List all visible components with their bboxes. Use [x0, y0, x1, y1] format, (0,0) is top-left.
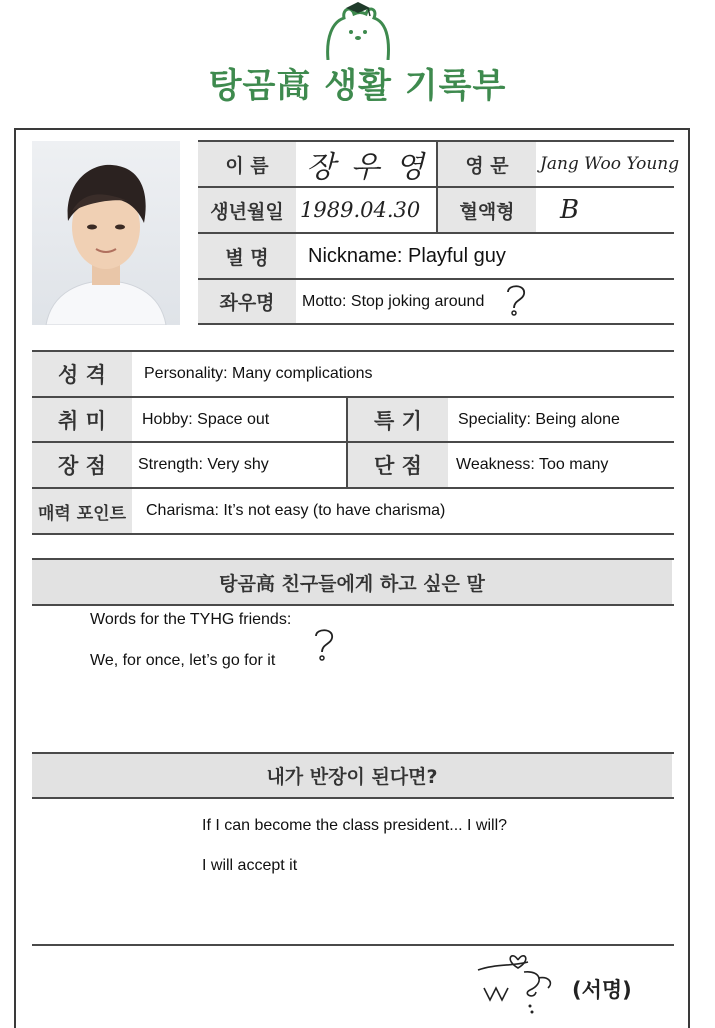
charisma-value: Charisma: It’s not easy (to have charisma): [146, 502, 446, 519]
weakness-value: Weakness: Too many: [456, 456, 609, 473]
weakness-label: 단 점: [348, 443, 448, 487]
table-divider: [198, 323, 674, 325]
table-divider: [32, 533, 674, 535]
friends-section-title: 탕곰高 친구들에게 하고 싶은 말: [32, 560, 672, 604]
table-divider: [32, 604, 674, 606]
profile-photo: [32, 141, 180, 325]
question-mark-doodle-2: [312, 626, 338, 662]
table-divider: [32, 944, 674, 946]
english-name-value: Jang Woo Young: [540, 154, 680, 174]
strength-label: 장 점: [32, 443, 132, 487]
speciality-label: 특 기: [348, 398, 448, 441]
nickname-label: 별 명: [198, 234, 296, 278]
portrait-image: [32, 141, 180, 325]
president-section-title: 내가 반장이 된다면?: [32, 754, 672, 797]
english-name-label: 영 문: [438, 142, 536, 186]
question-mark-doodle: [504, 282, 530, 316]
birthdate-label: 생년월일: [198, 188, 296, 232]
birthdate-value: 1989.04.30: [300, 198, 421, 222]
speciality-value: Speciality: Being alone: [458, 410, 620, 428]
name-value: 장 우 영: [306, 150, 428, 185]
charisma-label: 매력 포인트: [32, 489, 132, 533]
name-label: 이 름: [198, 142, 296, 186]
nickname-value: Nickname: Playful guy: [308, 244, 506, 267]
bear-mascot-logo: [318, 0, 398, 60]
personality-value: Personality: Many complications: [144, 365, 373, 382]
friends-message-line1: Words for the TYHG friends:: [90, 611, 292, 628]
hobby-value: Hobby: Space out: [142, 410, 270, 428]
signature-label: (서명): [572, 978, 632, 1002]
president-message-line2: I will accept it: [202, 857, 298, 874]
blood-type-value: B: [560, 195, 580, 225]
strength-value: Strength: Very shy: [138, 456, 269, 473]
blood-type-label: 혈액형: [438, 188, 536, 232]
hobby-label: 취 미: [32, 398, 132, 441]
table-divider: [32, 797, 674, 799]
friends-message-line2: We, for once, let’s go for it: [90, 652, 276, 669]
motto-label: 좌우명: [198, 280, 296, 323]
personality-label: 성 격: [32, 352, 132, 396]
president-message-line1: If I can become the class president... I will?: [202, 817, 508, 834]
motto-value: Motto: Stop joking around: [302, 292, 485, 310]
signature-scribble: [474, 948, 574, 1014]
page-title: 탕곰高 생활 기록부: [208, 66, 507, 106]
